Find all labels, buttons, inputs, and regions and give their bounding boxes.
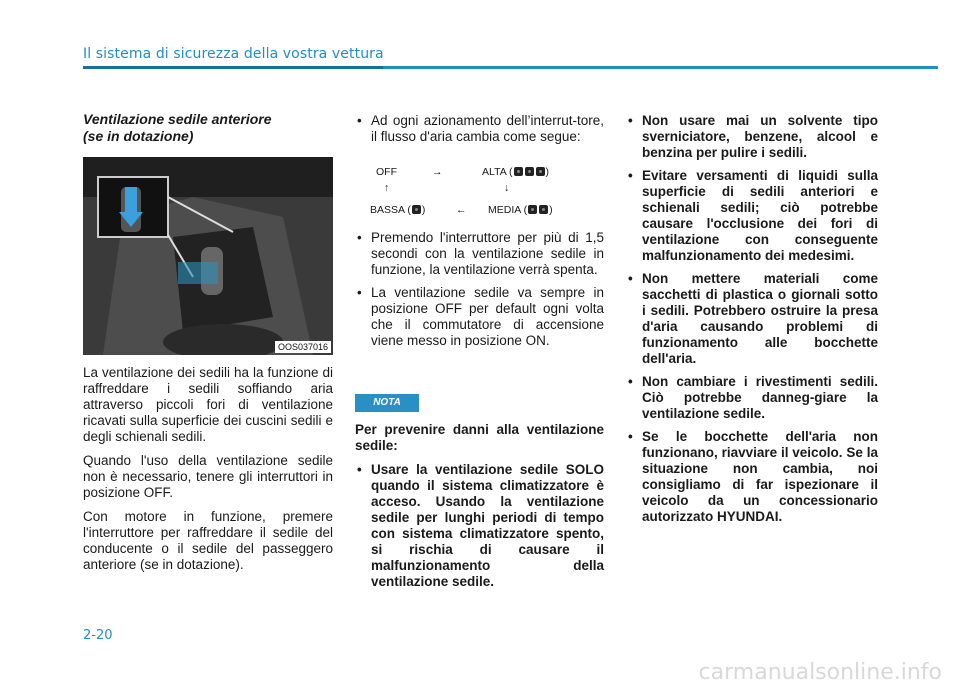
photo-code: OOS037016: [275, 341, 331, 353]
fan-icon: [514, 167, 523, 176]
seq-close: ): [549, 204, 553, 216]
section-title-line1: Ventilazione sedile anteriore: [83, 111, 272, 127]
seq-alta: [482, 166, 549, 178]
arrow-up-icon: ↑: [384, 182, 390, 194]
fan-icon: [528, 205, 537, 214]
header-title: Il sistema di sicurezza della vostra vettura: [83, 46, 384, 62]
left-column: [83, 365, 333, 581]
paragraph: La ventilazione dei sedili ha la funzione di raffreddare i sedili soffiando aria attraverso piccoli fori di ventilazione ricavati sulla superficie dei cuscini sedili e degli schienali sedili.: [83, 365, 333, 444]
arrow-right-icon: →: [432, 166, 443, 178]
arrow-down-icon: ↓: [504, 182, 510, 194]
page-number: 2-20: [83, 628, 113, 643]
middle-column-bottom: [355, 230, 604, 356]
seq-close: ): [421, 204, 426, 216]
fan-icon: [525, 167, 534, 176]
section-title-line2: (se in dotazione): [83, 128, 194, 144]
header-rule-accent: [83, 66, 383, 69]
middle-column-top: [355, 113, 604, 152]
section-title: [83, 111, 272, 145]
prevent-heading: Per prevenire danni alla ventilazione sedile:: [355, 422, 604, 453]
seq-off: OFF: [376, 166, 397, 178]
arrow-left-icon: ←: [456, 204, 467, 216]
bullet-item: • Premendo l'interruttore per più di 1,5 secondi con la ventilazione sedile in funzione, la ventilazione verrà spenta.: [355, 230, 604, 278]
console-photo: [83, 157, 333, 355]
fan-icon: [412, 205, 421, 214]
watermark: carmanualsonline.info: [698, 660, 942, 685]
seq-bassa-label: BASSA (: [370, 204, 411, 216]
bullet-item: • Usare la ventilazione sedile SOLO quando il sistema climatizzatore è acceso. Usando la ventilazione sedile per lunghi periodi di tempo con sistema climatizzatore spento, si rischia di causare il malfunzionamento della ventilazione sedile.: [355, 462, 604, 590]
console-illustration: [83, 157, 333, 355]
seq-media-label: MEDIA (: [488, 204, 528, 216]
fan-icon: [539, 205, 548, 214]
seq-close: ): [545, 166, 550, 178]
bullet-item: • Non cambiare i rivestimenti sedili. Ciò potrebbe danneg-giare la ventilazione sedile.: [626, 374, 878, 422]
prevent-section: [355, 422, 604, 597]
fan-icon: [536, 167, 545, 176]
seq-media: [488, 204, 553, 216]
paragraph: Quando l'uso della ventilazione sedile non è necessario, tenere gli interruttori in posizione OFF.: [83, 453, 333, 500]
nota-badge: NOTA: [355, 394, 419, 412]
bullet-item: • Evitare versamenti di liquidi sulla superficie di sedili anteriori e schienali sedili; ciò potrebbe causare l'occlusione dei fori di ventilazione con conseguente malfunzionamento dei medesimi.: [626, 168, 878, 264]
seq-alta-label: ALTA (: [482, 166, 513, 178]
seq-bassa: [370, 204, 425, 216]
bullet-item: • Non usare mai un solvente tipo sverniciatore, benzene, alcool e benzina per pulire i sedili.: [626, 113, 878, 161]
bullet-item: • Ad ogni azionamento dell’interrut-tore, il flusso d'aria cambia come segue:: [355, 113, 604, 145]
bullet-item: • La ventilazione sedile va sempre in posizione OFF per default ogni volta che il commutatore di accensione viene messo in posizione ON.: [355, 285, 604, 349]
bullet-item: • Se le bocchette dell'aria non funzionano, riavviare il veicolo. Se la situazione non cambia, noi consigliamo di far ispezionare il veicolo da un concessionario autorizzato HYUNDAI.: [626, 429, 878, 525]
bullet-item: • Non mettere materiali come sacchetti di plastica o giornali sotto i sedili. Potrebbero ostruire la presa d'aria causando problemi di funzionamento alle bocchette dell'aria.: [626, 271, 878, 367]
paragraph: Con motore in funzione, premere l'interruttore per raffreddare il sedile del conducente o il sedile del passeggero anteriore (se in dotazione).: [83, 509, 333, 572]
right-column: [626, 113, 878, 532]
airflow-sequence: [370, 164, 610, 224]
